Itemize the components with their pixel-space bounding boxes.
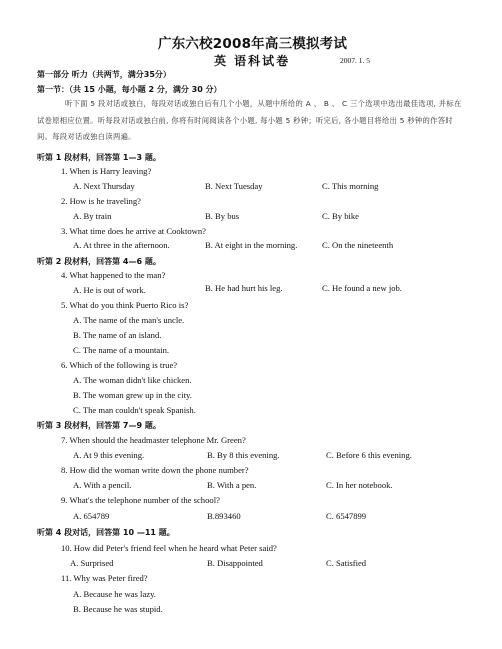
question: 3. What time does he arrive at Cooktown? [61,226,206,236]
part-heading: 第一部分 听力（共两节，满分35分） [37,70,171,79]
option: B. Next Tuesday [205,181,263,191]
material-heading: 听第 2 段材料，回答第 4—6 题。 [37,257,161,266]
option: B. Because he was stupid. [73,604,163,614]
option: C. This morning [322,181,379,191]
option: B. The name of an island. [73,330,162,340]
question: 11. Why was Peter fired? [61,573,148,583]
question: 10. How did Peter's friend feel when he heard what Peter said? [61,543,277,553]
option: C. On the nineteenth [322,240,394,250]
option: B. By 8 this evening. [207,450,280,460]
option: C. Satisfied [326,558,367,568]
option: B. With a pen. [207,480,257,490]
option: A. By train [73,211,112,221]
section-heading: 第一节：（共 15 小题，每小题 2 分，满分 30 分） [37,85,222,94]
option: A. With a pencil. [73,480,132,490]
option: A. At three in the afternoon. [73,240,170,250]
option: A. The woman didn't like chicken. [73,375,192,385]
option: A. He is out of work. [73,285,146,295]
option: B. By bus [205,211,240,221]
option: C. 6547899 [326,511,367,521]
option: C. The name of a mountain. [73,345,170,355]
question: 5. What do you think Puerto Rico is? [61,300,189,310]
option: B. At eight in the morning. [205,240,298,250]
option: A. Next Thursday [73,181,135,191]
question: 7. When should the headmaster telephone Mr. Green? [61,435,246,445]
option: B. He had hurt his leg. [205,283,283,293]
option: C. He found a new job. [322,283,402,293]
exam-title: 广东六校2008年高三模拟考试 [158,36,348,52]
question: 8. How did the woman write down the phone number? [61,465,249,475]
option: A. Surprised [70,558,114,568]
option: C. The man couldn't speak Spanish. [73,405,196,415]
question: 9. What's the telephone number of the school? [61,495,220,505]
exam-date: 2007. 1. 5 [340,56,370,65]
option: C. In her notebook. [326,480,393,490]
option: C. Before 6 this evening. [326,450,412,460]
option: A. Because he was lazy. [73,589,156,599]
question: 2. How is he traveling? [61,196,141,206]
option: B.893460 [207,511,241,521]
option: B. Disappointed [207,558,263,568]
material-heading: 听第 4 段对话，回答第 10 —11 题。 [37,528,175,537]
instructions-paragraph: 听下面 5 段对话或独白，每段对话或独白后有几个小题，从题中所给的 A 、 B 、 C 三个选项中选出最佳选项, 并标在试卷原相应位置。听每段对话或独白前, 你将有时间阅读各个小题, 每小题 5 秒钟；听完后, 各小题目将给出 5 秒钟的作答时间。每段对话或独白读两遍。 [37,99,462,141]
material-heading: 听第 1 段材料，回答第 1—3 题。 [37,153,161,162]
option: B. The woman grew up in the city. [73,390,192,400]
question: 1. When is Harry leaving? [61,166,152,176]
material-heading: 听第 3 段材料，回答第 7—9 题。 [37,421,161,430]
option: A. At 9 this evening. [73,450,145,460]
question: 6. Which of the following is true? [61,360,178,370]
exam-subtitle: 英 语科试卷 [214,54,291,68]
question: 4. What happened to the man? [61,270,166,280]
option: A. 654789 [73,511,110,521]
option: A. The name of the man's uncle. [73,315,185,325]
option: C. By bike [322,211,360,221]
